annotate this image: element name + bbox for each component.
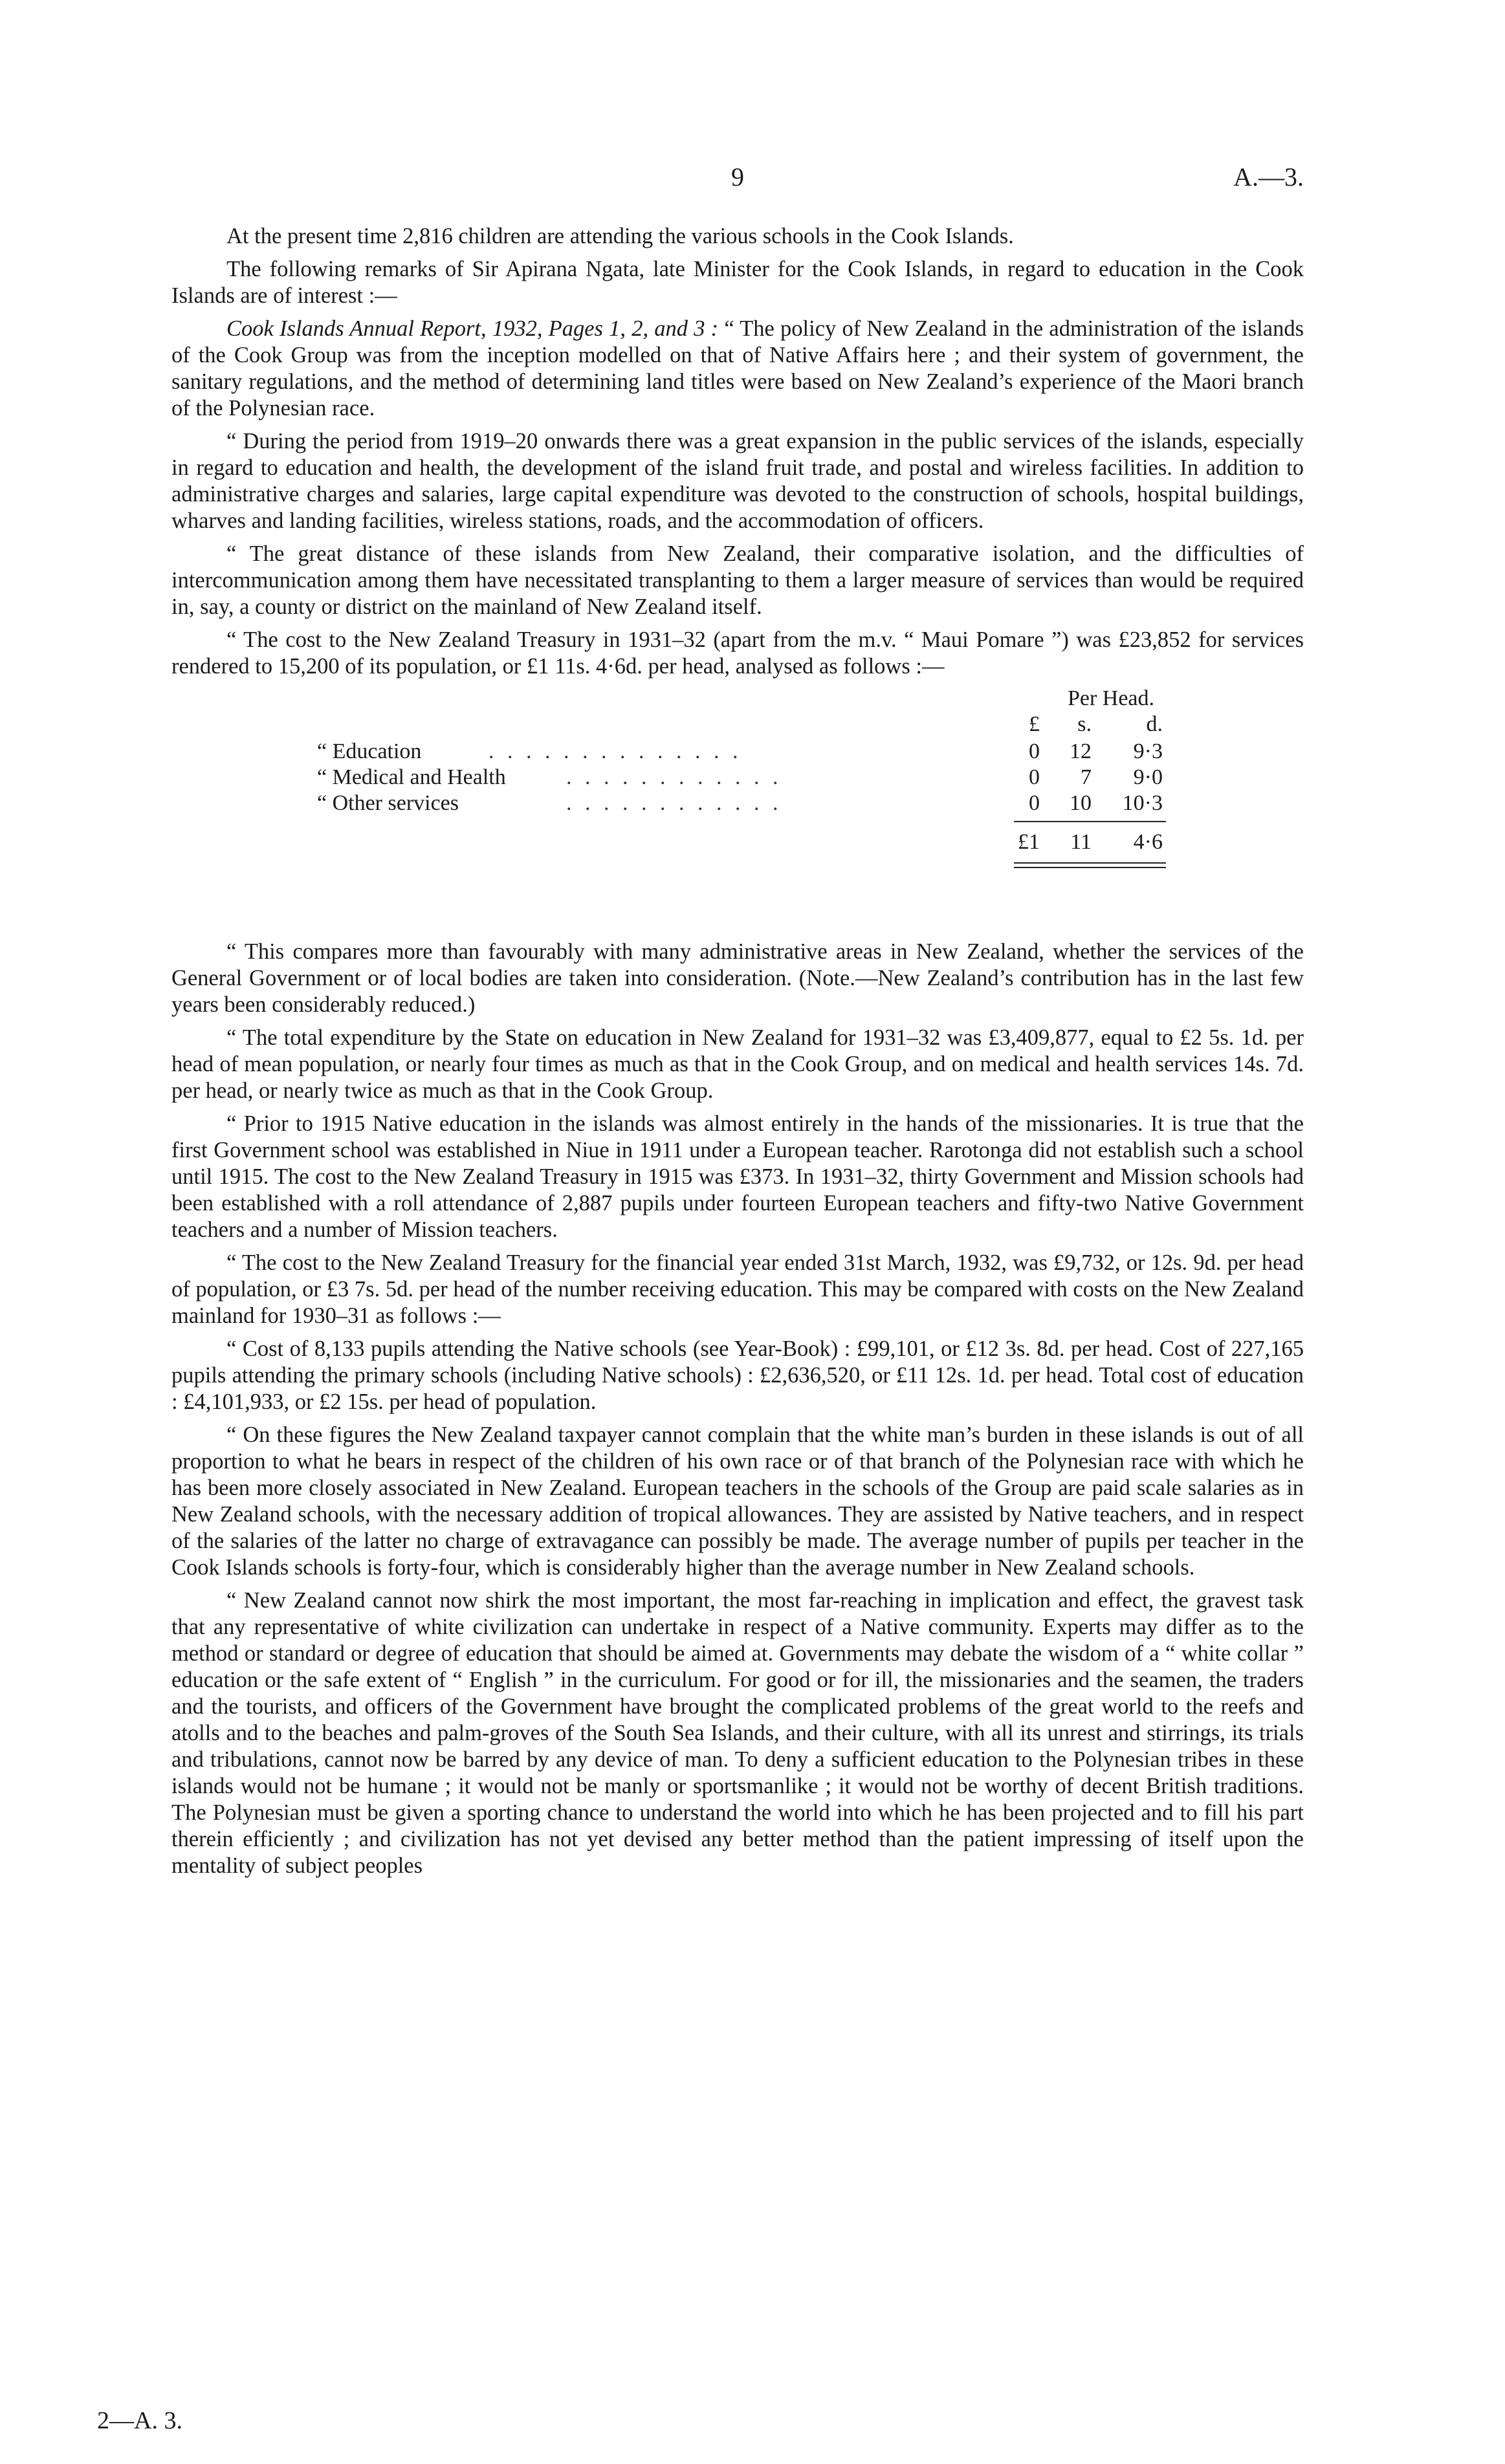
paragraph-prior-1915: “ Prior to 1915 Native education in the islands was almost entirely in the hands of the missionaries. It is true that the first Government school was established in Niue in 1911 under a European teacher. Rarotonga did not establish such a school until 1915. The cost to the New Zealand Treasury in 1915 was £373. In 1931–32, thirty Government and Mission schools had been established with a roll attendance of 2,887 pupils under fourteen European teachers and fifty-two Native Government teachers and a number of Mission teachers. [171, 1111, 1304, 1242]
document-body [171, 223, 1304, 1886]
page-number: 9 [731, 162, 744, 191]
amount-pounds: 0 [1029, 765, 1040, 789]
amount-pence: 9·0 [1133, 765, 1163, 789]
row-amount [1014, 739, 1208, 766]
paragraph-financial-year: “ The cost to the New Zealand Treasury for the financial year ended 31st March, 1932, was £9,732, or 12s. 9d. per head of population, or £3 7s. 5d. per head of the number receiving education. This may be compared with costs on the New Zealand mainland for 1930–31 as follows :— [171, 1250, 1304, 1328]
total-rule [1014, 821, 1166, 822]
row-amount [1014, 791, 1208, 818]
row-label: “ Medical and Health [317, 765, 506, 789]
amount-pounds: 0 [1029, 791, 1040, 815]
table-row [171, 739, 1304, 766]
amount-shillings: 7 [1081, 765, 1092, 789]
table-row [171, 791, 1304, 818]
table-row [171, 765, 1304, 792]
paragraph-pupil-costs: “ Cost of 8,133 pupils attending the Native schools (see Year-Book) : £99,101, or £12 3s. 8d. per head. Cost of 227,165 pupils attending the primary schools (including Native schools) : £2,636,520, or £11 12s. 1d. per head. Total cost of education : £4,101,933, or £2 15s. per head of population. [171, 1336, 1304, 1414]
dot-leaders: . . . . . . . . . . . . . . [489, 739, 742, 763]
report-citation-text: “ The policy of New Zealand in the administration of the islands of the Cook Group was from the inception modelled on that of Native Affairs here ; and their system of government, the sanitary regulations, and the method of determining land titles were based on New Zealand’s experience of the Maori branch of the Polynesian race. [171, 316, 1304, 420]
dot-leaders: . . . . . . . . . . . . [566, 791, 782, 815]
paragraph-treasury-cost: “ The cost to the New Zealand Treasury in 1931–32 (apart from the m.v. “ Maui Pomare ”) was £23,852 for services rendered to 15,200 of its population, or £1 11s. 4·6d. per head, analysed as follows :— [171, 627, 1304, 679]
per-head-heading: Per Head. [1067, 686, 1155, 710]
row-label: “ Education [317, 739, 422, 763]
paragraph-gravest-task: “ New Zealand cannot now shirk the most important, the most far-reaching in implication and effect, the gravest task that any representative of white civilization can undertake in respect of a Native community. Experts may differ as to the method or standard or degree of education that should be aimed at. Governments may debate the wisdom of a “ white collar ” education or the safe extent of “ English ” in the curriculum. For good or for ill, the missionaries and the seamen, the traders and the tourists, and officers of the Government have brought the complicated problems of the great world to the reefs and atolls and to the beaches and palm-groves of the South Sea Islands, and their culture, with all its unrest and stirrings, its trials and tribulations, cannot now be barred by any device of man. To deny a sufficient education to the Polynesian tribes in these islands would not be humane ; it would not be manly or sportsmanlike ; it would not be worthy of decent British traditions. The Polynesian must be given a sporting chance to understand the world into which he has been projected and to fill his part therein efficiently ; and civilization has not yet devised any better method than the patient impressing of itself upon the mentality of subject peoples [171, 1588, 1304, 1878]
total-pence: 4·6 [1133, 830, 1163, 854]
amount-shillings: 10 [1070, 791, 1092, 815]
total-double-rule [1014, 862, 1166, 868]
paragraph-expansion: “ During the period from 1919–20 onwards there was a great expansion in the public services of the islands, especially in regard to education and health, the development of the island fruit trade, and postal and wireless facilities. In addition to administrative charges and salaries, large capital expenditure was devoted to the construction of schools, hospital buildings, wharves and landing facilities, wireless stations, roads, and the accommodation of officers. [171, 429, 1304, 533]
amount-shillings: 12 [1070, 739, 1092, 763]
paragraph-comparison: “ This compares more than favourably with many administrative areas in New Zealand, whether the services of the General Government or of local bodies are taken into consideration. (Note.—New Zealand’s contribution has in the last few years been considerably reduced.) [171, 939, 1304, 1017]
total-pounds: £1 [1018, 830, 1040, 854]
unit-pounds: £ [1029, 712, 1040, 736]
amount-pence: 9·3 [1133, 739, 1163, 763]
amount-pence: 10·3 [1122, 791, 1163, 815]
table-total-row [1014, 830, 1208, 856]
dot-leaders: . . . . . . . . . . . . [566, 765, 782, 789]
document-reference: A.—3. [1233, 162, 1304, 191]
cost-per-head-table [171, 686, 1304, 932]
paragraph-distance: “ The great distance of these islands from New Zealand, their comparative isolation, and the difficulties of intercommunication among them have necessitated transplanting to them a larger measure of services than would be required in, say, a county or district on the mainland of New Zealand itself. [171, 541, 1304, 619]
report-citation-title: Cook Islands Annual Report, 1932, Pages 1, 2, and 3 : [226, 316, 719, 341]
unit-shillings: s. [1077, 712, 1092, 736]
row-label: “ Other services [317, 791, 459, 815]
row-amount [1014, 765, 1208, 792]
amount-pounds: 0 [1029, 739, 1040, 763]
printer-signature: 2—A. 3. [97, 2407, 182, 2434]
paragraph-attendance: At the present time 2,816 children are attending the various schools in the Cook Islands. [226, 224, 1014, 248]
paragraph-report-citation [171, 316, 1304, 422]
paragraph-taxpayer: “ On these figures the New Zealand taxpayer cannot complain that the white man’s burden in these islands is out of all proportion to what he bears in respect of the children of his own race or of that branch of the Polynesian race with which he has been more closely associated in New Zealand. European teachers in the schools of the Group are paid scale salaries as in New Zealand schools, with the necessary addition of tropical allowances. They are assisted by Native teachers, and in respect of the salaries of the latter no charge of extravagance can possibly be made. The average number of pupils per teacher in the Cook Islands schools is forty-four, which is considerably higher than the average number in New Zealand schools. [171, 1423, 1304, 1580]
unit-pence: d. [1146, 712, 1163, 736]
page-header [171, 162, 1304, 201]
paragraph-ngata-intro: The following remarks of Sir Apirana Ngata, late Minister for the Cook Islands, in regard to education in the Cook Islands are of interest :— [171, 257, 1304, 308]
paragraph-total-expenditure: “ The total expenditure by the State on education in New Zealand for 1931–32 was £3,409,877, equal to £2 5s. 1d. per head of mean population, or nearly four times as much as that in the Cook Group, and on medical and health services 14s. 7d. per head, or nearly twice as much as that in the Cook Group. [171, 1025, 1304, 1103]
total-shillings: 11 [1070, 830, 1092, 854]
